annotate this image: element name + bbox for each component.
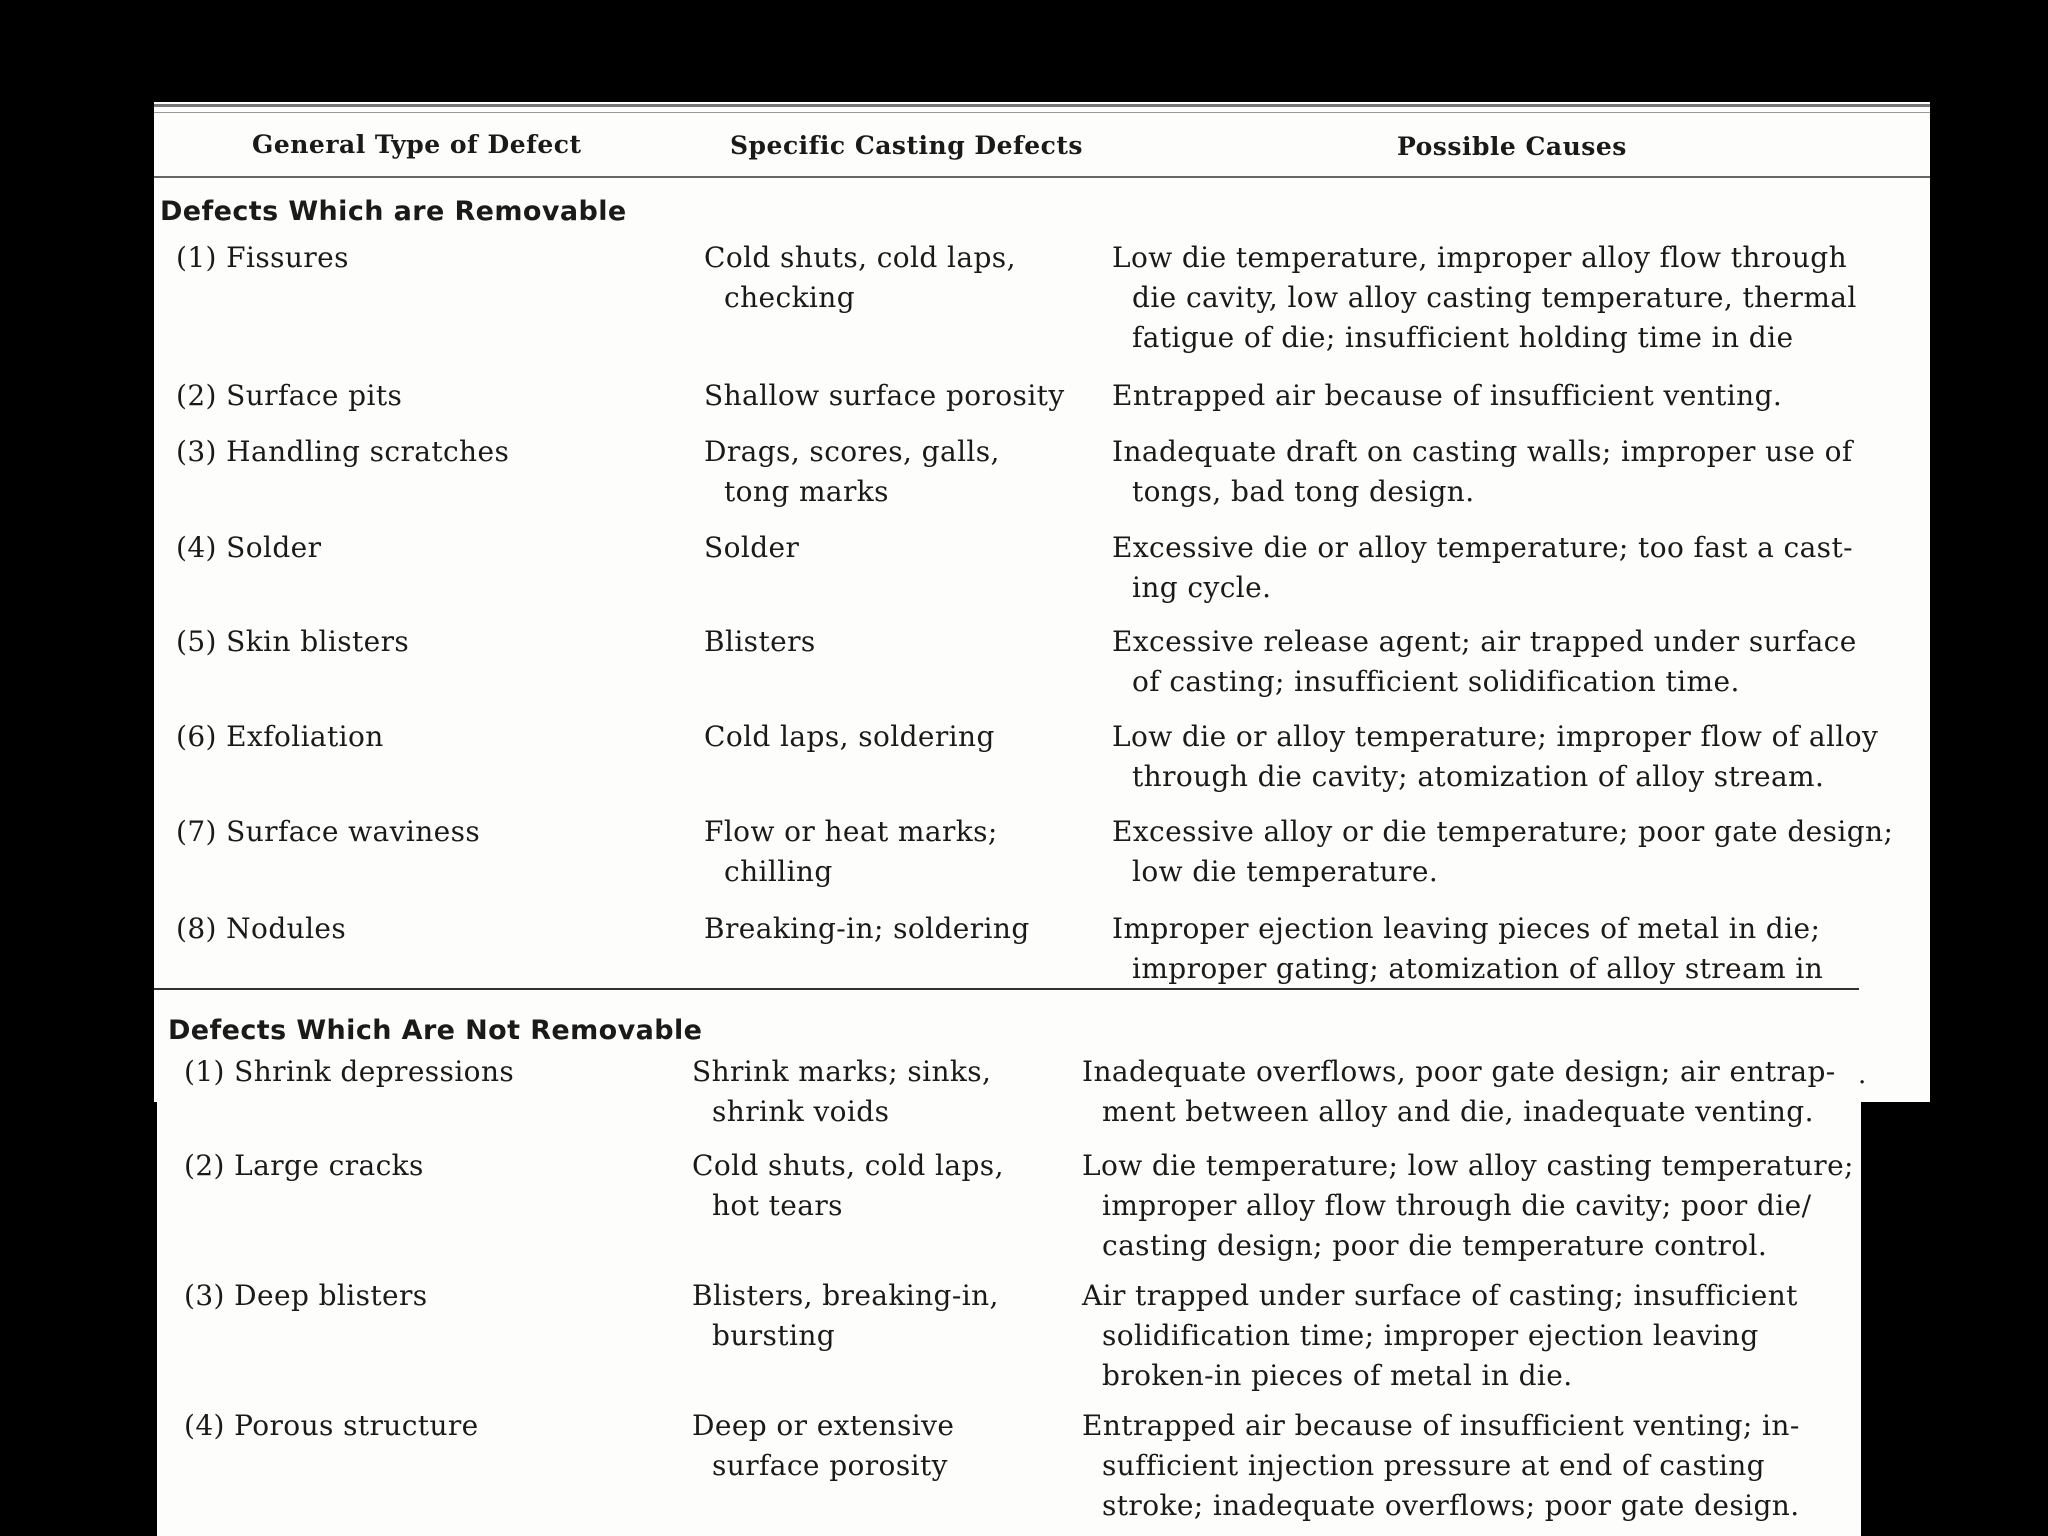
specific-defect-cell-line: Drags, scores, galls, [704, 435, 1000, 468]
header-bottom-rule [154, 176, 1930, 178]
specific-defect-cell-line: checking [724, 281, 856, 314]
defect-type-cell [176, 812, 480, 852]
possible-causes-cell-line: Low die or alloy temperature; improper flow of alloy [1112, 720, 1879, 753]
specific-defect-cell [692, 1052, 991, 1132]
possible-causes-cell [1112, 238, 1857, 358]
possible-causes-cell-line: low die temperature. [1132, 855, 1439, 888]
specific-defect-cell [692, 1146, 1004, 1226]
defect-type-cell-line: (7) Surface waviness [176, 815, 481, 848]
possible-causes-cell [1082, 1052, 1836, 1132]
specific-defect-cell-line: Deep or extensive [692, 1409, 955, 1442]
defect-type-cell-line: (1) Fissures [176, 241, 349, 274]
specific-defect-cell-line: bursting [712, 1319, 836, 1352]
specific-defect-cell [704, 622, 816, 662]
possible-causes-cell-line: broken-in pieces of metal in die. [1102, 1359, 1573, 1392]
defect-type-cell [176, 909, 346, 949]
possible-causes-cell-line: Improper ejection leaving pieces of metal in die; [1112, 912, 1821, 945]
possible-causes-cell-line: Low die temperature, improper alloy flow through [1112, 241, 1848, 274]
possible-causes-cell-line: stroke; inadequate overflows; poor gate design. [1102, 1489, 1800, 1522]
column-header-specific-defects: Specific Casting Defects [730, 131, 1084, 160]
possible-causes-cell [1112, 909, 1823, 989]
defect-type-cell-line: (1) Shrink depressions [184, 1055, 515, 1088]
possible-causes-cell-line: tongs, bad tong design. [1132, 475, 1475, 508]
possible-causes-cell-line: improper gating; atomization of alloy stream in [1132, 952, 1824, 985]
possible-causes-cell-line: die cavity, low alloy casting temperature, thermal [1132, 281, 1857, 314]
defect-type-cell [176, 528, 321, 568]
possible-causes-cell [1082, 1146, 1854, 1266]
defect-type-cell [176, 717, 384, 757]
specific-defect-cell-line: shrink voids [712, 1095, 890, 1128]
possible-causes-cell-line: of casting; insufficient solidification time. [1132, 665, 1740, 698]
specific-defect-cell-line: surface porosity [712, 1449, 948, 1482]
specific-defect-cell-line: Blisters [704, 625, 816, 658]
defect-type-cell [184, 1146, 424, 1186]
specific-defect-cell-line: Cold laps, soldering [704, 720, 995, 753]
possible-causes-cell-line: Low die temperature; low alloy casting temperature; [1082, 1149, 1854, 1182]
possible-causes-cell [1112, 376, 1782, 416]
possible-causes-cell-line: casting design; poor die temperature control. [1102, 1229, 1768, 1262]
defect-type-cell [184, 1406, 479, 1446]
possible-causes-cell-line: Entrapped air because of insufficient venting. [1112, 379, 1783, 412]
specific-defect-cell-line: chilling [724, 855, 833, 888]
possible-causes-cell [1112, 812, 1893, 892]
possible-causes-cell-line: Air trapped under surface of casting; insufficient [1082, 1279, 1798, 1312]
possible-causes-cell-line: ment between alloy and die, inadequate venting. [1102, 1095, 1814, 1128]
possible-causes-cell [1112, 528, 1853, 608]
possible-causes-cell-line: fatigue of die; insufficient holding time in die [1132, 321, 1794, 354]
specific-defect-cell-line: Blisters, breaking-in, [692, 1279, 999, 1312]
column-header-general-type: General Type of Defect [252, 130, 582, 159]
defect-type-cell-line: (2) Large cracks [184, 1149, 424, 1182]
possible-causes-cell [1112, 622, 1857, 702]
defect-type-cell-line: (6) Exfoliation [176, 720, 384, 753]
specific-defect-cell-line: hot tears [712, 1189, 843, 1222]
specific-defect-cell [692, 1406, 954, 1486]
possible-causes-cell [1112, 432, 1853, 512]
defect-type-cell [176, 432, 509, 472]
section-title: Defects Which are Removable [160, 196, 627, 227]
specific-defect-cell [692, 1276, 999, 1356]
defect-type-cell-line: (4) Porous structure [184, 1409, 479, 1442]
defect-type-cell-line: (5) Skin blisters [176, 625, 410, 658]
possible-causes-cell-line: improper alloy flow through die cavity; poor die/ [1102, 1189, 1812, 1222]
specific-defect-cell-line: Flow or heat marks; [704, 815, 998, 848]
specific-defect-cell-line: Shallow surface porosity [704, 379, 1065, 412]
defect-type-cell [184, 1052, 514, 1092]
specific-defect-cell [704, 717, 995, 757]
possible-causes-cell [1082, 1406, 1800, 1526]
specific-defect-cell [704, 432, 1000, 512]
column-header-possible-causes: Possible Causes [1397, 132, 1627, 161]
possible-causes-cell-line: through die cavity; atomization of alloy stream. [1132, 760, 1825, 793]
defect-type-cell-line: (2) Surface pits [176, 379, 403, 412]
defect-type-cell-line: (8) Nodules [176, 912, 347, 945]
specific-defect-cell [704, 376, 1065, 416]
specific-defect-cell-line: tong marks [724, 475, 889, 508]
defect-type-cell [176, 238, 349, 278]
possible-causes-cell-line: solidification time; improper ejection leaving [1102, 1319, 1759, 1352]
specific-defect-cell-line: Solder [704, 531, 800, 564]
possible-causes-cell-line: Inadequate draft on casting walls; improper use of [1112, 435, 1853, 468]
specific-defect-cell-line: Cold shuts, cold laps, [704, 241, 1016, 274]
defect-type-cell [176, 376, 402, 416]
table-top-rule-thin [154, 112, 1930, 113]
possible-causes-cell [1082, 1276, 1798, 1396]
possible-causes-cell-line: Excessive alloy or die temperature; poor gate design; [1112, 815, 1894, 848]
possible-causes-cell-line: Entrapped air because of insufficient venting; in- [1082, 1409, 1800, 1442]
possible-causes-cell-line: Inadequate overflows, poor gate design; air entrap- [1082, 1055, 1836, 1088]
specific-defect-cell-line: Cold shuts, cold laps, [692, 1149, 1004, 1182]
possible-causes-cell-line: Excessive release agent; air trapped under surface [1112, 625, 1857, 658]
table-top-rule [154, 104, 1930, 107]
defect-type-cell [176, 622, 409, 662]
specific-defect-cell-line: Breaking-in; soldering [704, 912, 1030, 945]
possible-causes-cell [1112, 717, 1878, 797]
specific-defect-cell [704, 909, 1030, 949]
section-title: Defects Which Are Not Removable [168, 1015, 703, 1046]
specific-defect-cell [704, 528, 799, 568]
specific-defect-cell [704, 238, 1016, 318]
defect-type-cell [184, 1276, 428, 1316]
possible-causes-cell-line: sufficient injection pressure at end of casting [1102, 1449, 1766, 1482]
defect-type-cell-line: (4) Solder [176, 531, 322, 564]
defect-type-cell-line: (3) Handling scratches [176, 435, 510, 468]
specific-defect-cell [704, 812, 998, 892]
possible-causes-cell-line: ing cycle. [1132, 571, 1272, 604]
specific-defect-cell-line: Shrink marks; sinks, [692, 1055, 992, 1088]
possible-causes-cell-line: Excessive die or alloy temperature; too fast a cast- [1112, 531, 1853, 564]
cut-off-text-fragment: . [1858, 1060, 1867, 1090]
defect-type-cell-line: (3) Deep blisters [184, 1279, 428, 1312]
